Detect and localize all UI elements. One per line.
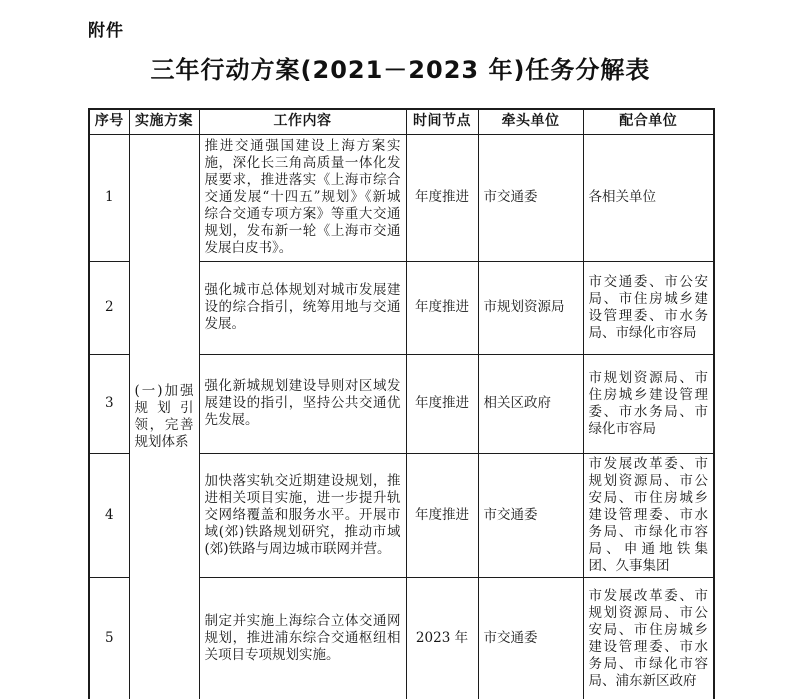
column-header-support: 配合单位 (583, 109, 714, 134)
table-row (89, 134, 714, 261)
cell-row-number: 3 (89, 354, 129, 453)
cell-time-node: 2023 年 (406, 577, 478, 699)
cell-lead-unit: 市交通委 (478, 134, 583, 261)
cell-support-unit: 各相关单位 (583, 134, 714, 261)
cell-support-unit: 市发展改革委、市规划资源局、市公安局、市住房城乡建设管理委、市水务局、市绿化市容局、申通地铁集团、久事集团 (583, 453, 714, 577)
cell-time-node: 年度推进 (406, 261, 478, 354)
column-header-content: 工作内容 (199, 109, 406, 134)
cell-work-content: 强化城市总体规划对城市发展建设的综合指引，统筹用地与交通发展。 (199, 261, 406, 354)
cell-row-number: 4 (89, 453, 129, 577)
cell-row-number: 2 (89, 261, 129, 354)
cell-time-node: 年度推进 (406, 453, 478, 577)
cell-support-unit: 市规划资源局、市住房城乡建设管理委、市水务局、市绿化市容局 (583, 354, 714, 453)
cell-row-number: 1 (89, 134, 129, 261)
column-header-time: 时间节点 (406, 109, 478, 134)
cell-lead-unit: 市规划资源局 (478, 261, 583, 354)
page-title: 三年行动方案(2021－2023 年)任务分解表 (150, 56, 651, 84)
cell-time-node: 年度推进 (406, 134, 478, 261)
cell-lead-unit: 市交通委 (478, 453, 583, 577)
column-header-no: 序号 (89, 109, 129, 134)
cell-lead-unit: 市交通委 (478, 577, 583, 699)
cell-work-content: 加快落实轨交近期建设规划，推进相关项目实施，进一步提升轨交网络覆盖和服务水平。开展市域(郊)铁路规划研究，推动市域(郊)铁路与周边城市联网并营。 (199, 453, 406, 577)
task-breakdown-table (88, 108, 715, 699)
cell-time-node: 年度推进 (406, 354, 478, 453)
cell-support-unit: 市交通委、市公安局、市住房城乡建设管理委、市水务局、市绿化市容局 (583, 261, 714, 354)
cell-lead-unit: 相关区政府 (478, 354, 583, 453)
attachment-label: 附件 (88, 21, 124, 41)
cell-plan-group: (一)加强规划引领，完善规划体系 (129, 134, 199, 699)
column-header-plan: 实施方案 (129, 109, 199, 134)
table-header-row (89, 109, 714, 134)
cell-work-content: 强化新城规划建设导则对区域发展建设的指引，坚持公共交通优先发展。 (199, 354, 406, 453)
cell-work-content: 推进交通强国建设上海方案实施，深化长三角高质量一体化发展要求，推进落实《上海市综合交通发展“十四五”规划》《新城综合交通专项方案》等重大交通规划，发布新一轮《上海市交通发展白皮书》。 (199, 134, 406, 261)
column-header-lead: 牵头单位 (478, 109, 583, 134)
cell-row-number: 5 (89, 577, 129, 699)
cell-support-unit: 市发展改革委、市规划资源局、市公安局、市住房城乡建设管理委、市水务局、市绿化市容局、浦东新区政府 (583, 577, 714, 699)
cell-work-content: 制定并实施上海综合立体交通网规划，推进浦东综合交通枢纽相关项目专项规划实施。 (199, 577, 406, 699)
